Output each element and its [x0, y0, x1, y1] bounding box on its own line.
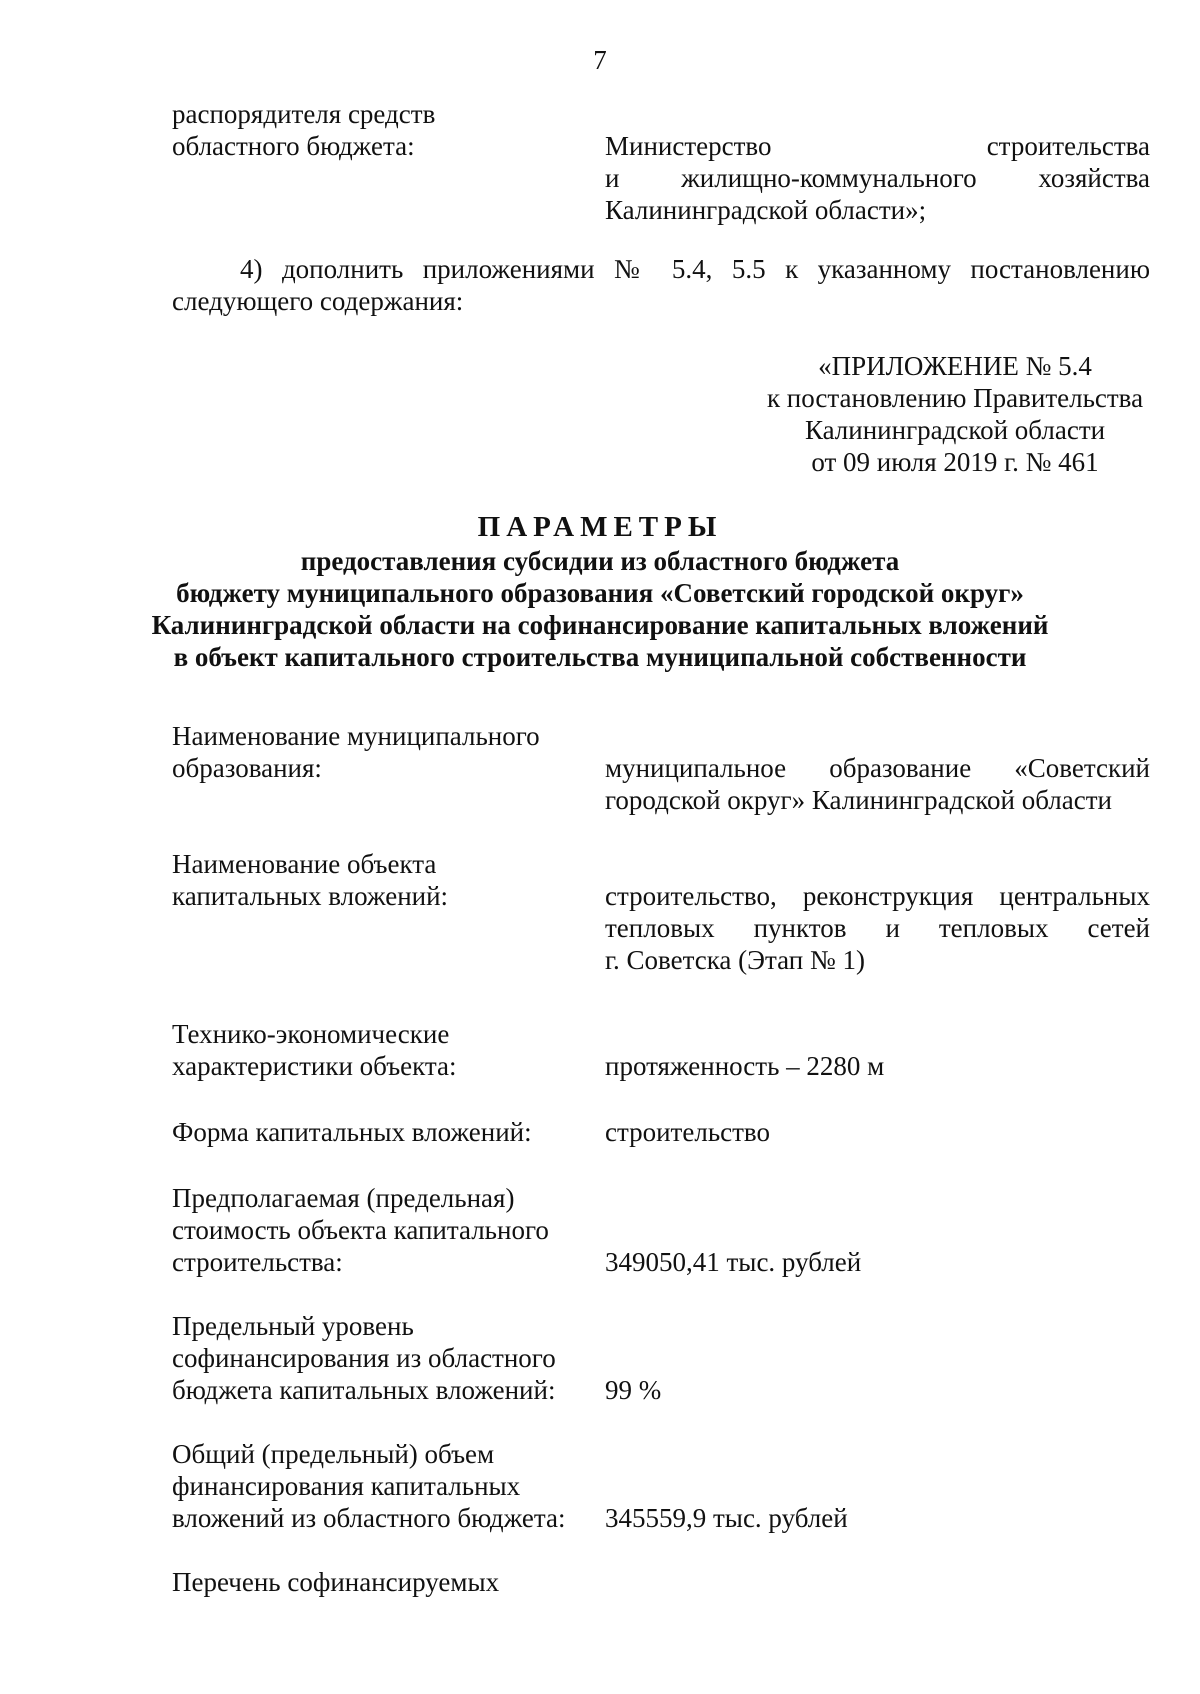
appendix-line4: от 09 июля 2019 г. № 461	[811, 447, 1099, 477]
obj-value-line3: г. Советска (Этап № 1)	[605, 945, 865, 975]
title-line4: в объект капитального строительства муниципальной собственности	[173, 642, 1027, 672]
header-left-line2: областного бюджета:	[172, 131, 415, 161]
cost-label-line3: строительства:	[172, 1247, 343, 1277]
list-label-line1: Перечень софинансируемых	[172, 1567, 500, 1597]
form-label: Форма капитальных вложений:	[172, 1117, 532, 1147]
volume-label-line1: Общий (предельный) объем	[172, 1439, 495, 1469]
header-left-line1: распорядителя средств	[172, 99, 436, 129]
mo-label-line2: образования:	[172, 753, 322, 783]
cost-value: 349050,41 тыс. рублей	[605, 1247, 862, 1277]
mo-value-line2: городской округ» Калининградской области	[605, 785, 1113, 815]
level-value: 99 %	[605, 1375, 662, 1405]
cost-label-line2: стоимость объекта капитального	[172, 1215, 549, 1245]
item4-line2: следующего содержания:	[172, 286, 464, 316]
volume-label-line3: вложений из областного бюджета:	[172, 1503, 566, 1533]
title-line1: предоставления субсидии из областного бюджета	[300, 546, 900, 576]
appendix-line2: к постановлению Правительства	[766, 383, 1144, 413]
volume-value: 345559,9 тыс. рублей	[605, 1503, 848, 1533]
obj-value-line1: строительство, реконструкция центральных	[605, 881, 1150, 911]
level-label-line1: Предельный уровень	[172, 1311, 414, 1341]
volume-label-line2: финансирования капитальных	[172, 1471, 521, 1501]
appendix-line1: «ПРИЛОЖЕНИЕ № 5.4	[818, 351, 1092, 381]
page-number: 7	[593, 45, 607, 75]
document-title: ПАРАМЕТРЫ	[477, 511, 723, 543]
header-right-line1: Министерство строительства	[605, 131, 1150, 161]
item4-line1: 4) дополнить приложениями № 5.4, 5.5 к указанному постановлению	[240, 254, 1150, 284]
mo-value-line1: муниципальное образование «Советский	[605, 753, 1151, 783]
header-right-line3: Калининградской области»;	[605, 195, 927, 225]
mo-label-line1: Наименование муниципального	[172, 721, 540, 751]
title-line3: Калининградской области на софинансирование капитальных вложений	[151, 610, 1049, 640]
header-right-line2: и жилищно-коммунального хозяйства	[605, 163, 1151, 193]
level-label-line2: софинансирования из областного	[172, 1343, 556, 1373]
form-value: строительство	[605, 1117, 770, 1147]
tech-label-line1: Технико-экономические	[172, 1019, 450, 1049]
tech-value: протяженность – 2280 м	[605, 1051, 885, 1081]
obj-label-line2: капитальных вложений:	[172, 881, 449, 911]
appendix-line3: Калининградской области	[804, 415, 1106, 445]
level-label-line3: бюджета капитальных вложений:	[172, 1375, 556, 1405]
obj-label-line1: Наименование объекта	[172, 849, 437, 879]
obj-value-line2: тепловых пунктов и тепловых сетей	[605, 913, 1150, 943]
tech-label-line2: характеристики объекта:	[172, 1051, 457, 1081]
title-line2: бюджету муниципального образования «Советский городской округ»	[176, 578, 1024, 608]
cost-label-line1: Предполагаемая (предельная)	[172, 1183, 515, 1213]
